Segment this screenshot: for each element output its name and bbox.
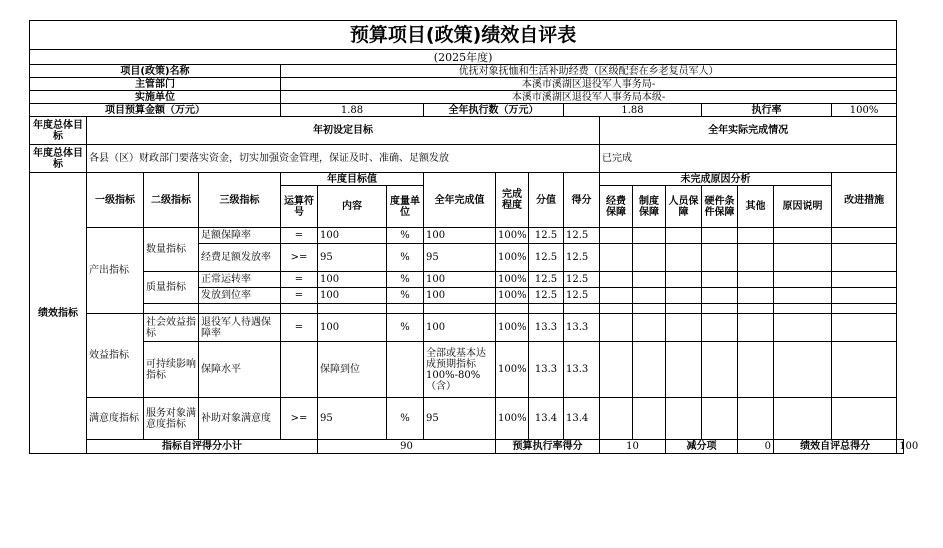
group-service: 服务对象满意度指标 bbox=[144, 398, 199, 440]
row-3-name: 发放到位率 bbox=[199, 288, 281, 304]
row-2-unit: % bbox=[387, 272, 424, 288]
row-0-content: 100 bbox=[318, 228, 387, 244]
row-1-points: 12.5 bbox=[529, 244, 564, 272]
row-5-completion: 100% bbox=[496, 342, 529, 398]
row-5-unit bbox=[387, 342, 424, 398]
row-5-score: 13.3 bbox=[564, 342, 600, 398]
row-4-unit: % bbox=[387, 314, 424, 342]
row-2-completion: 100% bbox=[496, 272, 529, 288]
header-score-value: 分值 bbox=[529, 173, 564, 228]
row-5-op bbox=[281, 342, 318, 398]
row-4-name: 退役军人待遇保障率 bbox=[199, 314, 281, 342]
subtotal-value: 90 bbox=[318, 440, 496, 454]
header-annual-target: 年度目标值 bbox=[281, 173, 424, 186]
row-3-points: 12.5 bbox=[529, 288, 564, 304]
budget-label: 项目预算金额（万元） bbox=[30, 104, 281, 117]
group-effect: 效益指标 bbox=[87, 314, 144, 398]
row-6-op: >= bbox=[281, 398, 318, 440]
row-2-points: 12.5 bbox=[529, 272, 564, 288]
group-social: 社会效益指标 bbox=[144, 314, 199, 342]
row-0-op: = bbox=[281, 228, 318, 244]
initial-goal-text: 各县（区）财政部门要落实资金，切实加强资金管理，保证及时、准确、足额发放 bbox=[87, 145, 600, 173]
header-unfinished: 未完成原因分析 bbox=[600, 173, 832, 186]
row-1-op: >= bbox=[281, 244, 318, 272]
row-0-completion: 100% bbox=[496, 228, 529, 244]
row-3-content: 100 bbox=[318, 288, 387, 304]
header-reason-funding: 经费保障 bbox=[600, 186, 633, 228]
row-5-name: 保障水平 bbox=[199, 342, 281, 398]
group-sustain: 可持续影响指标 bbox=[144, 342, 199, 398]
evaluation-sheet bbox=[29, 20, 919, 454]
row-6-name: 补助对象满意度 bbox=[199, 398, 281, 440]
row-4-points: 13.3 bbox=[529, 314, 564, 342]
row-2-content: 100 bbox=[318, 272, 387, 288]
row-3-unit: % bbox=[387, 288, 424, 304]
initial-goal-header: 年初设定目标 bbox=[87, 117, 600, 145]
row-4-op: = bbox=[281, 314, 318, 342]
header-completion: 完成程度 bbox=[496, 173, 529, 228]
budget-value: 1.88 bbox=[281, 104, 424, 117]
group-quality: 质量指标 bbox=[144, 272, 199, 304]
row-4-score: 13.3 bbox=[564, 314, 600, 342]
rate-label: 执行率 bbox=[702, 104, 832, 117]
header-level3: 三级指标 bbox=[199, 173, 281, 228]
deduct-value: 0 bbox=[738, 440, 774, 454]
total-value: 100 bbox=[897, 440, 904, 454]
row-2-op: = bbox=[281, 272, 318, 288]
row-1-content: 95 bbox=[318, 244, 387, 272]
header-reason-staff: 人员保障 bbox=[666, 186, 702, 228]
rate-value: 100% bbox=[832, 104, 897, 117]
evaluation-table bbox=[29, 20, 919, 454]
row-1-value: 95 bbox=[424, 244, 496, 272]
dept-value: 本溪市溪湖区退役军人事务局- bbox=[281, 78, 897, 91]
total-label: 绩效自评总得分 bbox=[774, 440, 897, 454]
header-score: 得分 bbox=[564, 173, 600, 228]
row-1-completion: 100% bbox=[496, 244, 529, 272]
header-content: 内容 bbox=[318, 186, 387, 228]
year-label: (2025年度) bbox=[30, 50, 897, 65]
header-op: 运算符号 bbox=[281, 186, 318, 228]
page-title: 预算项目(政策)绩效自评表 bbox=[30, 21, 897, 50]
row-6-content: 95 bbox=[318, 398, 387, 440]
header-reason-hardware: 硬件条件保障 bbox=[702, 186, 738, 228]
row-0-points: 12.5 bbox=[529, 228, 564, 244]
header-reason-system: 制度保障 bbox=[633, 186, 666, 228]
impl-value: 本溪市溪湖区退役军人事务局本级- bbox=[281, 91, 897, 104]
header-level2: 二级指标 bbox=[144, 173, 199, 228]
row-6-points: 13.4 bbox=[529, 398, 564, 440]
row-0-unit: % bbox=[387, 228, 424, 244]
budget-score-value: 10 bbox=[600, 440, 666, 454]
row-6-completion: 100% bbox=[496, 398, 529, 440]
row-6-unit: % bbox=[387, 398, 424, 440]
header-full-year: 全年完成值 bbox=[424, 173, 496, 228]
budget-score-label: 预算执行率得分 bbox=[496, 440, 600, 454]
actual-goal-header: 全年实际完成情况 bbox=[600, 117, 897, 145]
project-name: 优抚对象抚恤和生活补助经费（区级配套在乡老复员军人） bbox=[281, 65, 897, 78]
row-0-name: 足额保障率 bbox=[199, 228, 281, 244]
row-3-value: 100 bbox=[424, 288, 496, 304]
header-reason-other: 其他 bbox=[738, 186, 774, 228]
subtotal-label: 指标自评得分小计 bbox=[87, 440, 318, 454]
header-reason-note: 原因说明 bbox=[774, 186, 832, 228]
row-4-completion: 100% bbox=[496, 314, 529, 342]
project-name-label: 项目(政策)名称 bbox=[30, 65, 281, 78]
group-quantity: 数量指标 bbox=[144, 228, 199, 272]
overall-goal-label-2: 年度总体目标 bbox=[30, 145, 87, 173]
header-level1: 一级指标 bbox=[87, 173, 144, 228]
actual-goal-text: 已完成 bbox=[600, 145, 897, 173]
row-0-score: 12.5 bbox=[564, 228, 600, 244]
overall-goal-label: 年度总体目标 bbox=[30, 117, 87, 145]
row-4-content: 100 bbox=[318, 314, 387, 342]
dept-label: 主管部门 bbox=[30, 78, 281, 91]
row-6-value: 95 bbox=[424, 398, 496, 440]
header-measures: 改进措施 bbox=[832, 173, 897, 228]
row-6-score: 13.4 bbox=[564, 398, 600, 440]
header-unit: 度量单位 bbox=[387, 186, 424, 228]
row-1-unit: % bbox=[387, 244, 424, 272]
row-3-score: 12.5 bbox=[564, 288, 600, 304]
row-4-value: 100 bbox=[424, 314, 496, 342]
row-5-value: 全部或基本达成预期指标100%-80%（含） bbox=[424, 342, 496, 398]
exec-value: 1.88 bbox=[564, 104, 702, 117]
group-output: 产出指标 bbox=[87, 228, 144, 314]
deduct-label: 减分项 bbox=[666, 440, 738, 454]
row-3-completion: 100% bbox=[496, 288, 529, 304]
perf-indicator-label: 绩效指标 bbox=[30, 173, 87, 454]
exec-label: 全年执行数（万元） bbox=[424, 104, 564, 117]
impl-label: 实施单位 bbox=[30, 91, 281, 104]
row-3-op: = bbox=[281, 288, 318, 304]
row-2-value: 100 bbox=[424, 272, 496, 288]
row-5-points: 13.3 bbox=[529, 342, 564, 398]
row-2-name: 正常运转率 bbox=[199, 272, 281, 288]
row-1-score: 12.5 bbox=[564, 244, 600, 272]
row-2-score: 12.5 bbox=[564, 272, 600, 288]
row-1-name: 经费足额发放率 bbox=[199, 244, 281, 272]
row-0-value: 100 bbox=[424, 228, 496, 244]
group-satisfaction: 满意度指标 bbox=[87, 398, 144, 440]
row-5-content: 保障到位 bbox=[318, 342, 387, 398]
